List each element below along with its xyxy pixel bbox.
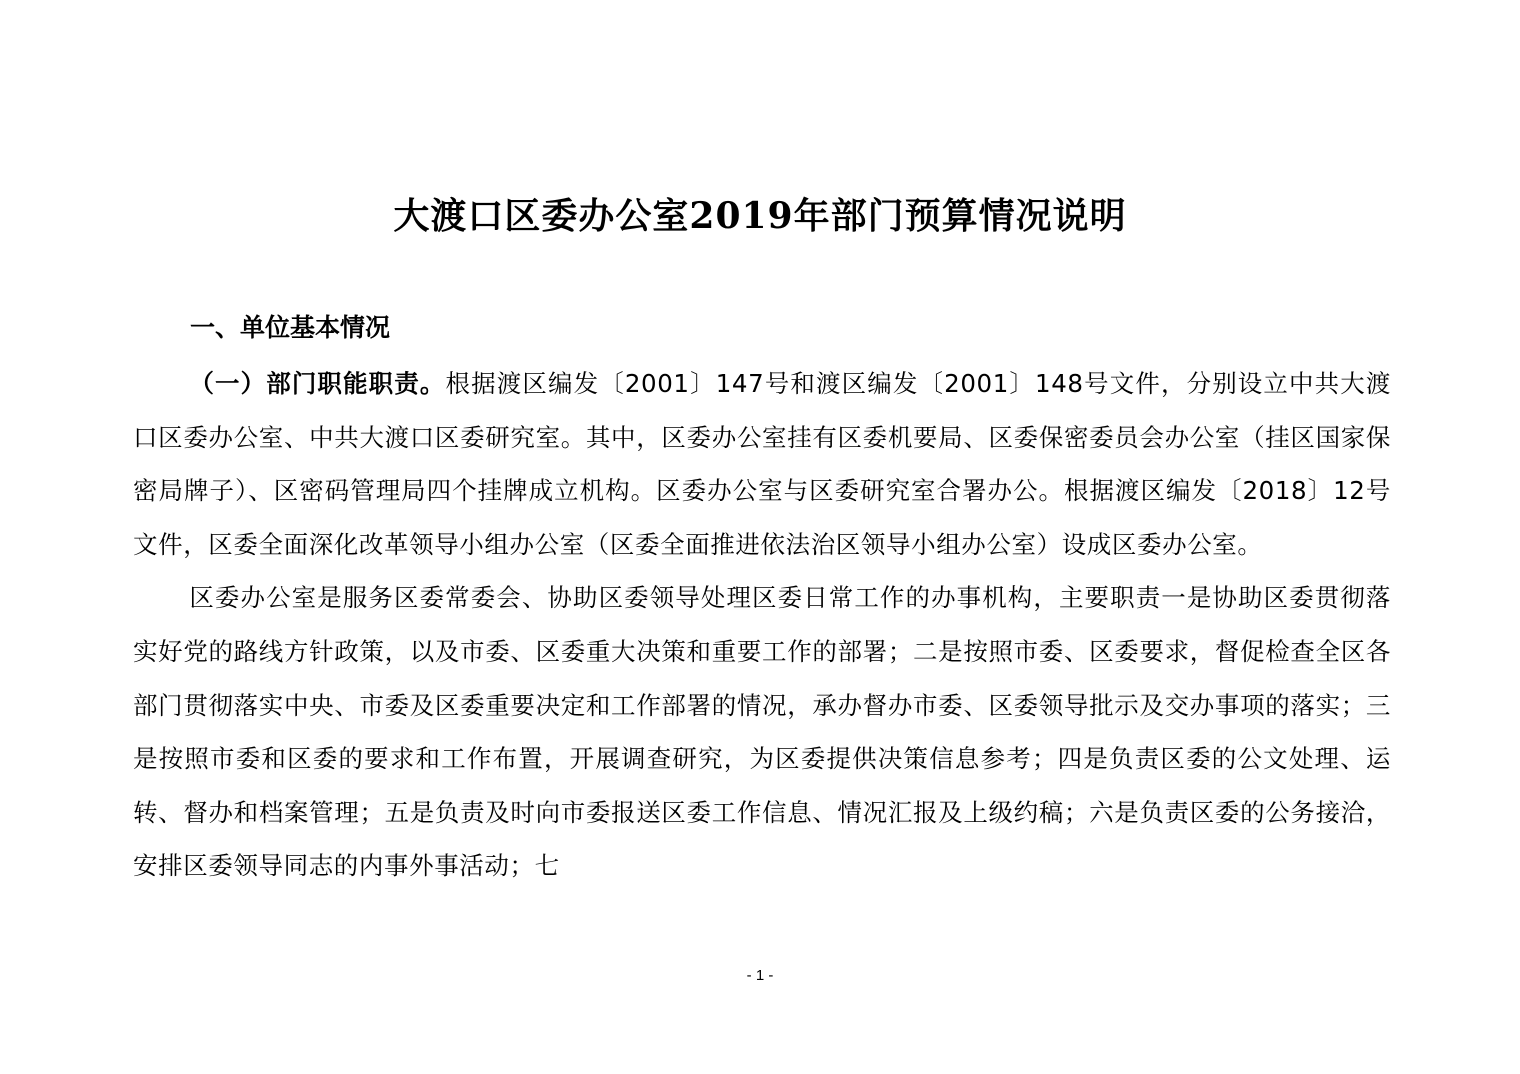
document-title: 大渡口区委办公室2019年部门预算情况说明 xyxy=(393,195,1127,237)
paragraph-2 xyxy=(133,571,1391,893)
section-heading: 一、单位基本情况 xyxy=(190,313,391,342)
document-body xyxy=(133,357,1391,893)
page-number: - 1 - xyxy=(746,967,774,984)
paragraph-1 xyxy=(133,357,1391,571)
paragraph-1-text: 根据渡区编发〔2001〕147号和渡区编发〔2001〕148号文件，分别设立中共大渡口区委办公室、中共大渡口区委研究室。其中，区委办公室挂有区委机要局、区委保密委员会办公室（挂区国家保密局牌子）、区密码管理局四个挂牌成立机构。区委办公室与区委研究室合署办公。根据渡区编发〔2018〕12号文件，区委全面深化改革领导小组办公室（区委全面推进依法治区领导小组办公室）设成区委办公室。 xyxy=(133,369,1391,559)
paragraph-2-text: 区委办公室是服务区委常委会、协助区委领导处理区委日常工作的办事机构，主要职责一是协助区委贯彻落实好党的路线方针政策，以及市委、区委重大决策和重要工作的部署；二是按照市委、区委要求，督促检查全区各部门贯彻落实中央、市委及区委重要决定和工作部署的情况，承办督办市委、区委领导批示及交办事项的落实；三是按照市委和区委的要求和工作布置，开展调查研究，为区委提供决策信息参考；四是负责区委的公文处理、运转、督办和档案管理；五是负责及时向市委报送区委工作信息、情况汇报及上级约稿；六是负责区委的公务接洽，安排区委领导同志的内事外事活动；七 xyxy=(133,583,1391,881)
paragraph-1-lead: （一）部门职能职责。 xyxy=(189,369,446,398)
